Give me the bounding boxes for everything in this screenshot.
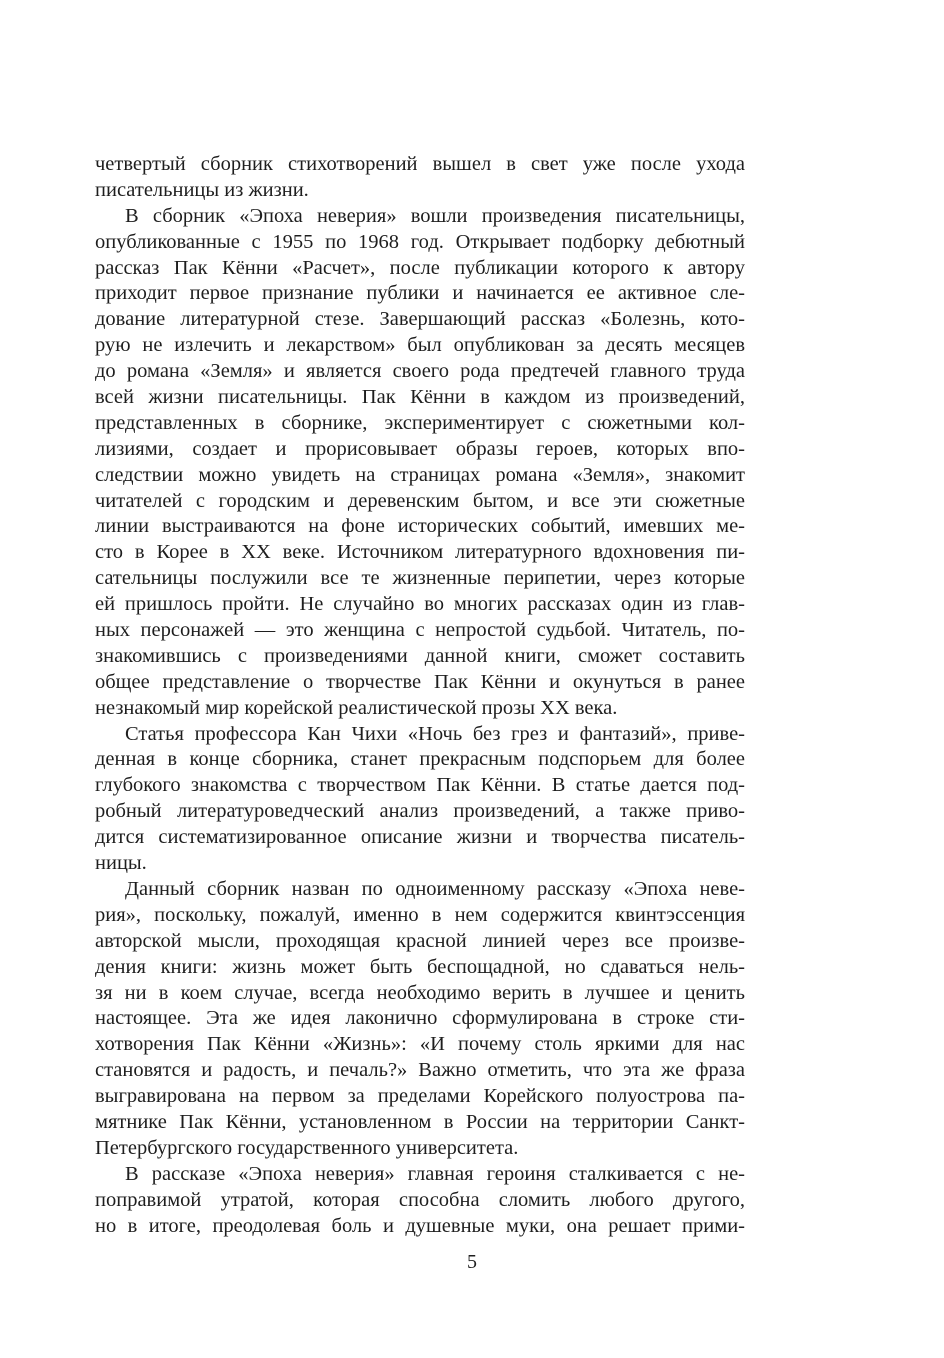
text-line: ных персонажей — это женщина с непростой судьбой. Читатель, по- xyxy=(95,619,745,642)
text-line: линии выстраиваются на фоне исторических событий, имевших ме- xyxy=(95,515,745,538)
text-line: Данный сборник назван по одноименному рассказу «Эпоха неве- xyxy=(125,877,745,900)
text-line: рассказ Пак Кённи «Расчет», после публикации которого к автору xyxy=(95,256,745,279)
text-line: сательницы послужили все те жизненные перипетии, через которые xyxy=(95,567,745,590)
text-line: настоящее. Эта же идея лаконично сформулирована в строке сти- xyxy=(95,1007,745,1030)
text-line: ницы. xyxy=(95,852,147,875)
text-line: дения книги: жизнь может быть беспощадной, но сдаваться нель- xyxy=(95,955,745,978)
text-line: но в итоге, преодолевая боль и душевные муки, она решает прими- xyxy=(95,1214,745,1237)
text-line: ей пришлось пройти. Не случайно во многих рассказах один из глав- xyxy=(95,593,745,616)
text-line: четвертый сборник стихотворений вышел в свет уже после ухода xyxy=(95,153,745,175)
text-line: выгравирована на первом за пределами Корейского полуострова па- xyxy=(95,1085,745,1108)
text-line: глубокого знакомства с творчеством Пак Кённи. В статье дается под- xyxy=(95,774,745,797)
text-line: Статья профессора Кан Чихи «Ночь без грез и фантазий», приве- xyxy=(125,722,745,745)
text-line: дование литературной стезе. Завершающий рассказ «Болезнь, кото- xyxy=(95,308,745,331)
text-line: поправимой утратой, которая способна сломить любого другого, xyxy=(95,1188,745,1211)
text-line: робный литературоведческий анализ произведений, а также приво- xyxy=(95,800,745,823)
text-line: приходит первое признание публики и начинается ее активное сле- xyxy=(95,282,745,305)
text-line: рую не излечить и лекарством» был опубликован за десять месяцев xyxy=(95,334,745,357)
text-line: В рассказе «Эпоха неверия» главная героиня сталкивается с не- xyxy=(125,1162,745,1185)
text-line: общее представление о творчестве Пак Кённи и окунуться в ранее xyxy=(95,670,745,693)
page-number: 5 xyxy=(467,1251,477,1273)
text-line: опубликованные с 1955 по 1968 год. Открывает подборку дебютный xyxy=(95,230,745,253)
text-line: знакомившись с произведениями данной книги, сможет составить xyxy=(95,644,745,667)
text-line: следствии можно увидеть на страницах романа «Земля», знакомит xyxy=(95,463,745,486)
text-line: всей жизни писательницы. Пак Кённи в каждом из произведений, xyxy=(95,386,745,409)
text-line: мятнике Пак Кённи, установленном в России на территории Санкт- xyxy=(95,1110,745,1133)
body-text xyxy=(95,152,745,1239)
text-line: представленных в сборнике, экспериментирует с сюжетными кол- xyxy=(95,411,745,434)
text-line: лизиями, создает и прорисовывает образы героев, которых впо- xyxy=(95,437,745,460)
text-line: сто в Корее в XX веке. Источником литературного вдохновения пи- xyxy=(95,541,745,564)
text-line: авторской мысли, проходящая красной линией через все произве- xyxy=(95,929,745,952)
text-line: денная в конце сборника, станет прекрасным подспорьем для более xyxy=(95,748,745,771)
text-line: рия», поскольку, пожалуй, именно в нем содержится квинтэссенция xyxy=(95,903,745,926)
text-line: хотворения Пак Кённи «Жизнь»: «И почему столь яркими для нас xyxy=(95,1033,745,1056)
text-line: зя ни в коем случае, всегда необходимо верить в лучшее и ценить xyxy=(95,981,745,1004)
text-line: дится систематизированное описание жизни и творчества писатель- xyxy=(95,826,745,849)
text-line: становятся и радость, и печаль?» Важно отметить, что эта же фраза xyxy=(95,1059,745,1082)
text-line: Петербургского государственного университета. xyxy=(95,1136,519,1159)
text-line: писательницы из жизни. xyxy=(95,178,309,201)
text-line: читателей с городским и деревенским бытом, и все эти сюжетные xyxy=(95,489,745,512)
text-line: до романа «Земля» и является своего рода предтечей главного труда xyxy=(95,360,745,383)
text-line: незнакомый мир корейской реалистической прозы XX века. xyxy=(95,696,618,719)
text-line: В сборник «Эпоха неверия» вошли произведения писательницы, xyxy=(125,204,745,227)
